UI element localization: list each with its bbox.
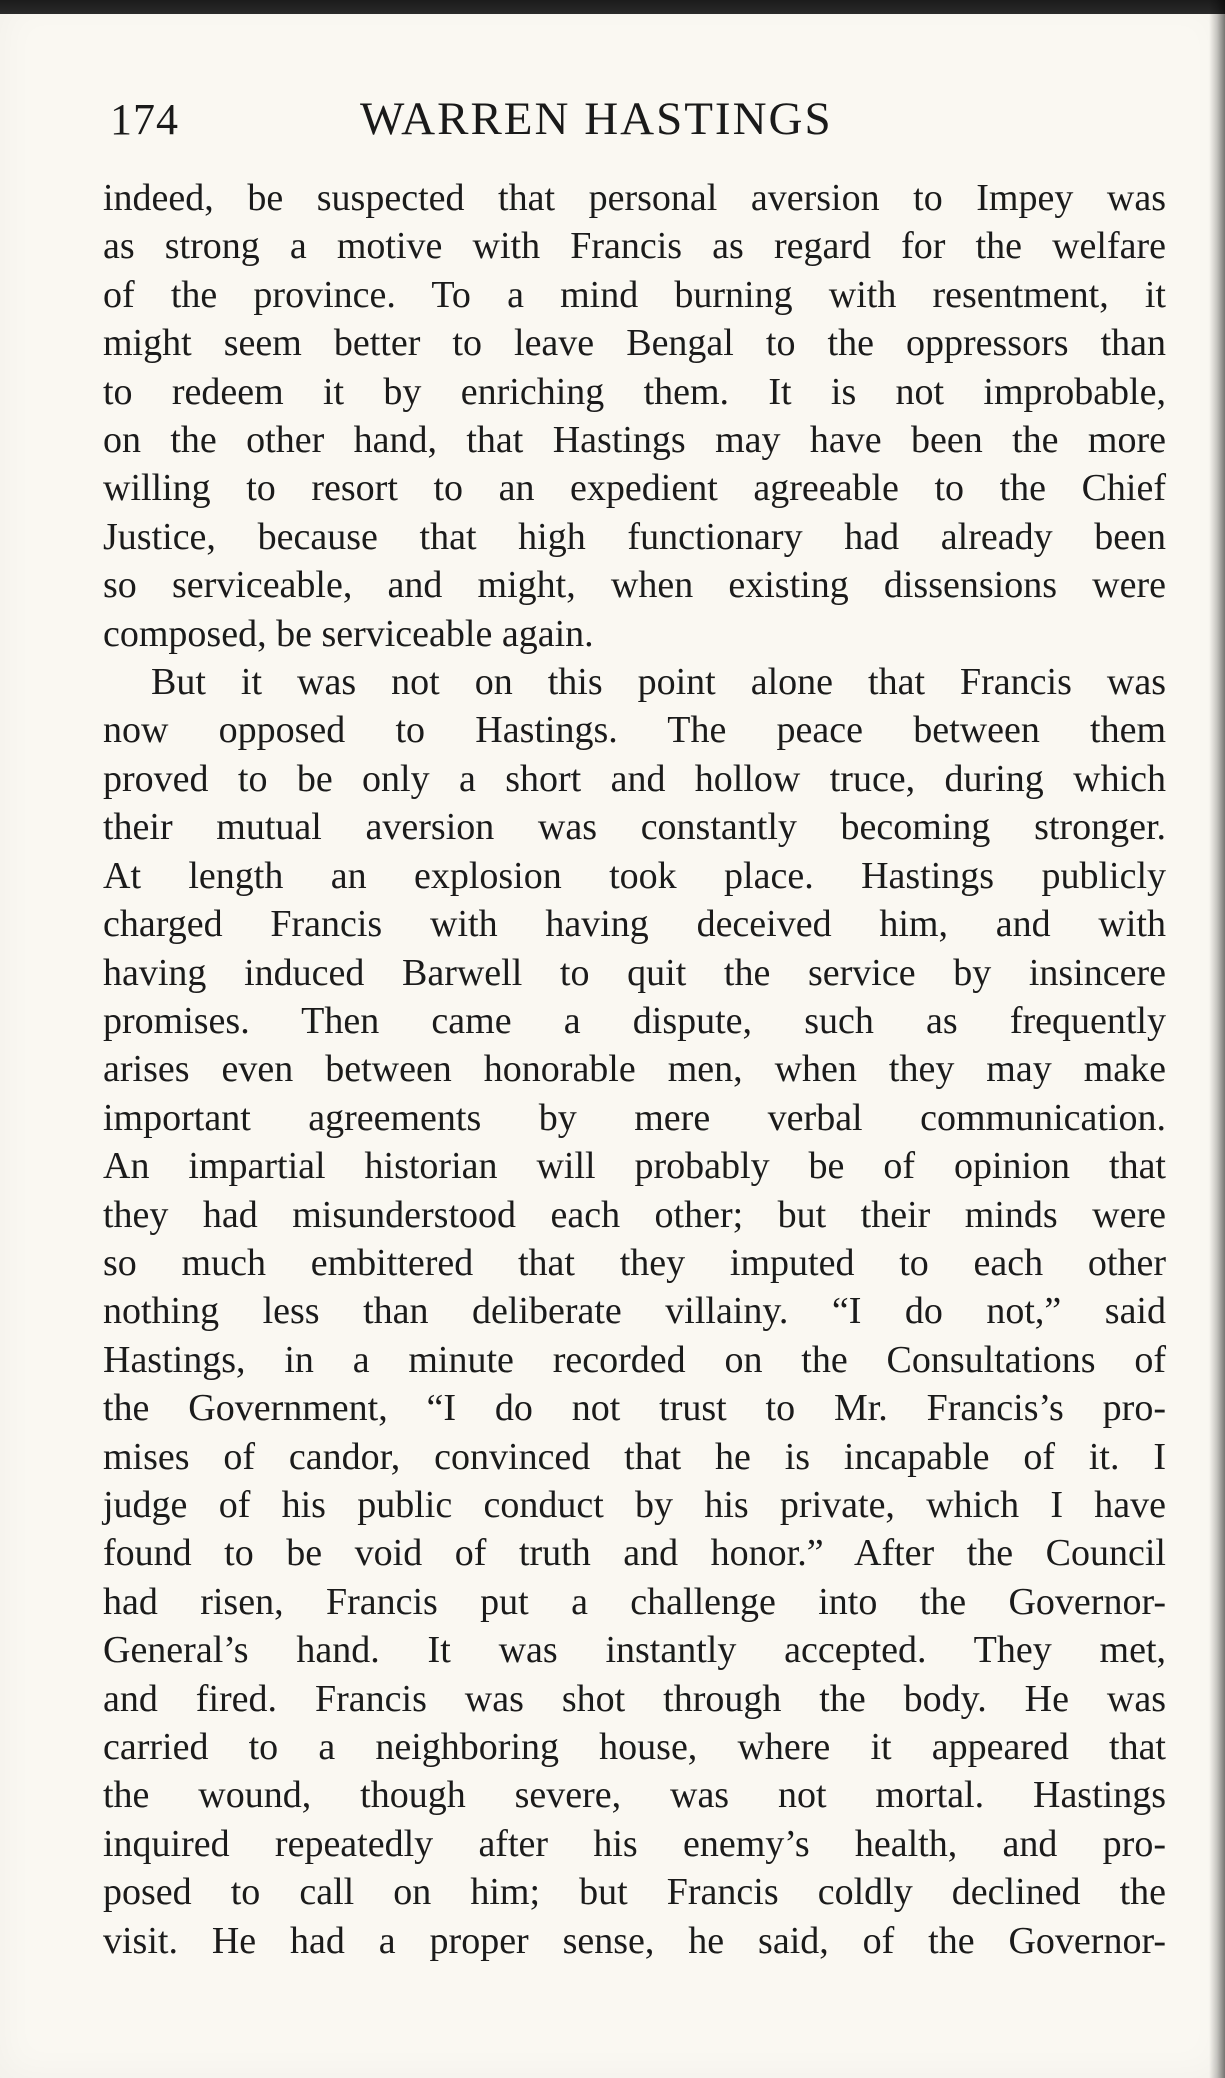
text-line: having induced Barwell to quit the service by insincere	[103, 951, 1166, 994]
text-line: the wound, though severe, was not mortal. Hastings	[103, 1774, 1166, 1817]
text-line: General’s hand. It was instantly accepted. They met,	[103, 1629, 1166, 1672]
page-number: 174	[110, 95, 179, 144]
text-line: An impartial historian will probably be of opinion that	[103, 1145, 1166, 1188]
text-line: so much embittered that they imputed to each other	[103, 1241, 1166, 1284]
text-line: Justice, because that high functionary had already been	[103, 515, 1166, 558]
text-line: on the other hand, that Hastings may have been the more	[103, 419, 1166, 462]
text-line: inquired repeatedly after his enemy’s health, and pro-	[103, 1822, 1166, 1865]
page-header	[110, 92, 1165, 162]
running-head: WARREN HASTINGS	[360, 93, 833, 145]
text-line: of the province. To a mind burning with resentment, it	[103, 273, 1166, 316]
text-line: important agreements by mere verbal communication.	[103, 1096, 1166, 1139]
page-edge-shadow	[1209, 0, 1225, 2078]
top-border-rule	[0, 0, 1225, 14]
text-line: nothing less than deliberate villainy. “I do not,” said	[103, 1290, 1166, 1333]
text-line: composed, be serviceable again.	[103, 612, 594, 655]
text-line: had risen, Francis put a challenge into the Governor-	[103, 1580, 1166, 1623]
text-line: visit. He had a proper sense, he said, of the Governor-	[103, 1919, 1166, 1962]
text-line: the Government, “I do not trust to Mr. Francis’s pro-	[103, 1387, 1166, 1430]
text-line: as strong a motive with Francis as regard for the welfare	[103, 225, 1166, 268]
text-line: so serviceable, and might, when existing dissensions were	[103, 564, 1166, 607]
text-line: to redeem it by enriching them. It is not improbable,	[103, 370, 1166, 413]
text-line: now opposed to Hastings. The peace between them	[103, 709, 1166, 752]
text-line: found to be void of truth and honor.” After the Council	[103, 1532, 1166, 1575]
text-line: might seem better to leave Bengal to the oppressors than	[103, 322, 1166, 365]
text-line: indeed, be suspected that personal aversion to Impey was	[103, 177, 1166, 219]
text-line: mises of candor, convinced that he is incapable of it. I	[103, 1435, 1166, 1478]
text-line: they had misunderstood each other; but their minds were	[103, 1193, 1166, 1236]
text-line: charged Francis with having deceived him, and with	[103, 903, 1166, 946]
text-line: and fired. Francis was shot through the body. He was	[103, 1677, 1166, 1720]
text-line: judge of his public conduct by his private, which I have	[103, 1483, 1166, 1526]
text-line: willing to resort to an expedient agreeable to the Chief	[103, 467, 1166, 510]
text-line: posed to call on him; but Francis coldly declined the	[103, 1871, 1166, 1914]
text-line: their mutual aversion was constantly becoming stronger.	[103, 806, 1166, 849]
text-line: proved to be only a short and hollow truce, during which	[103, 757, 1166, 800]
text-line: carried to a neighboring house, where it appeared that	[103, 1726, 1166, 1768]
body-text	[103, 174, 1166, 1965]
text-line: At length an explosion took place. Hastings publicly	[103, 854, 1166, 897]
paragraph-start-line: But it was not on this point alone that Francis was	[151, 661, 1166, 704]
text-line: promises. Then came a dispute, such as frequently	[103, 999, 1166, 1042]
text-line: arises even between honorable men, when they may make	[103, 1048, 1166, 1091]
text-line: Hastings, in a minute recorded on the Consultations of	[103, 1338, 1166, 1381]
